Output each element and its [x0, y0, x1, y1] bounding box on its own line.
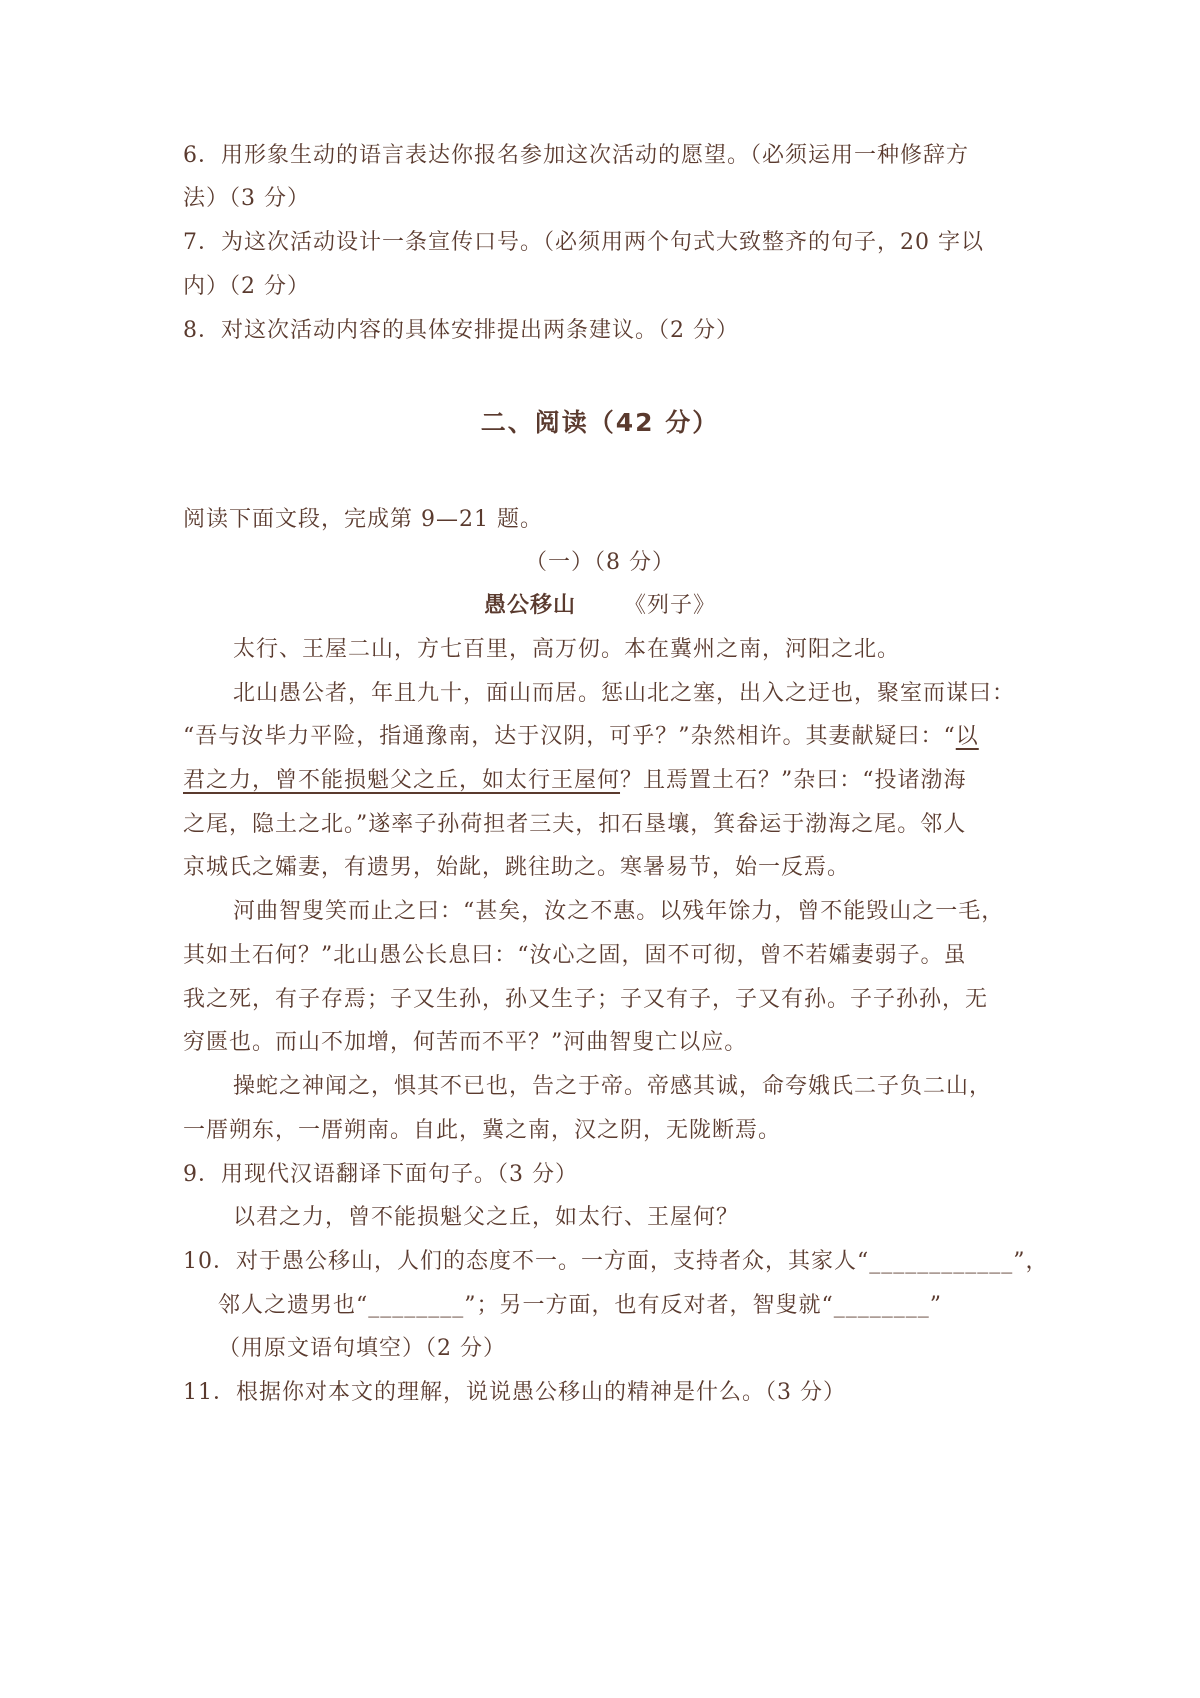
passage-text-segment: “吾与汝毕力平险，指通豫南，达于汉阴，可乎？”杂然相许。其妻献疑曰：“: [183, 724, 956, 749]
passage-title-row: [0, 591, 1200, 621]
passage-paragraph-2-line-1: 北山愚公者，年且九十，面山而居。惩山北之塞，出入之迂也，聚室而谋曰：: [233, 681, 1016, 706]
underlined-sentence: 君之力，曾不能损魁父之丘，如太行王屋何: [183, 768, 621, 793]
passage-paragraph-4-line-2: 一厝朔东，一厝朔南。自此，冀之南，汉之阴，无陇断焉。: [183, 1118, 782, 1143]
underlined-sentence-start: 以: [955, 724, 979, 749]
question-10-line-1: 10．对于愚公移山，人们的态度不一。一方面，支持者众，其家人“____________”，: [183, 1249, 1049, 1274]
passage-paragraph-3-line-3: 我之死，有子存焉；子又生孙，孙又生子；子又有子，子又有孙。子子孙孙，无: [183, 987, 989, 1012]
question-7-line-1: 7．为这次活动设计一条宣传口号。（必须用两个句式大致整齐的句子，20 字以: [183, 230, 984, 255]
reading-instruction: 阅读下面文段，完成第 9—21 题。: [183, 507, 543, 532]
question-10-line-3: （用原文语句填空）（2 分）: [218, 1336, 506, 1361]
passage-paragraph-3-line-1: 河曲智叟笑而止之曰：“甚矣，汝之不惠。以残年馀力，曾不能毁山之一毛，: [233, 899, 1005, 924]
passage-author: 《列子》: [624, 593, 717, 618]
question-11: 11．根据你对本文的理解，说说愚公移山的精神是什么。（3 分）: [183, 1380, 846, 1405]
passage-paragraph-2-line-4: 之尾，隐土之北。”遂率子孙荷担者三夫，扣石垦壤，箕畚运于渤海之尾。邻人: [183, 812, 967, 837]
passage-paragraph-3-line-2: 其如土石何？”北山愚公长息曰：“汝心之固，固不可彻，曾不若孀妻弱子。虽: [183, 943, 967, 968]
passage-paragraph-1: 太行、王屋二山，方七百里，高万仞。本在冀州之南，河阳之北。: [233, 637, 901, 662]
passage-paragraph-2-line-5: 京城氏之孀妻，有遗男，始龀，跳往助之。寒暑易节，始一反焉。: [183, 855, 851, 880]
passage-paragraph-3-line-4: 穷匮也。而山不加增，何苦而不平？”河曲智叟亡以应。: [183, 1030, 748, 1055]
question-9-sentence: 以君之力，曾不能损魁父之丘，如太行、王屋何？: [233, 1205, 740, 1230]
passage-paragraph-2-line-3: [183, 766, 967, 796]
question-7-line-2: 内）（2 分）: [183, 274, 310, 299]
passage-paragraph-2-line-2: [183, 722, 979, 752]
question-6-line-2: 法）（3 分）: [183, 186, 310, 211]
passage-title: 愚公移山: [483, 593, 576, 618]
question-9: 9．用现代汉语翻译下面句子。（3 分）: [183, 1162, 578, 1187]
question-6-line-1: 6．用形象生动的语言表达你报名参加这次活动的愿望。（必须运用一种修辞方: [183, 143, 969, 168]
passage-text-segment: ？且焉置土石？”杂曰：“投诸渤海: [620, 768, 967, 793]
passage-paragraph-4-line-1: 操蛇之神闻之，惧其不已也，告之于帝。帝感其诚，命夸娥氏二子负二山，: [233, 1074, 993, 1099]
question-8: 8．对这次活动内容的具体安排提出两条建议。（2 分）: [183, 318, 739, 343]
question-10-line-2: 邻人之遗男也“________”；另一方面，也有反对者，智叟就“________”: [218, 1293, 942, 1318]
section-title: 二、阅读（42 分）: [480, 408, 720, 437]
part-heading: （一）（8 分）: [525, 550, 675, 575]
